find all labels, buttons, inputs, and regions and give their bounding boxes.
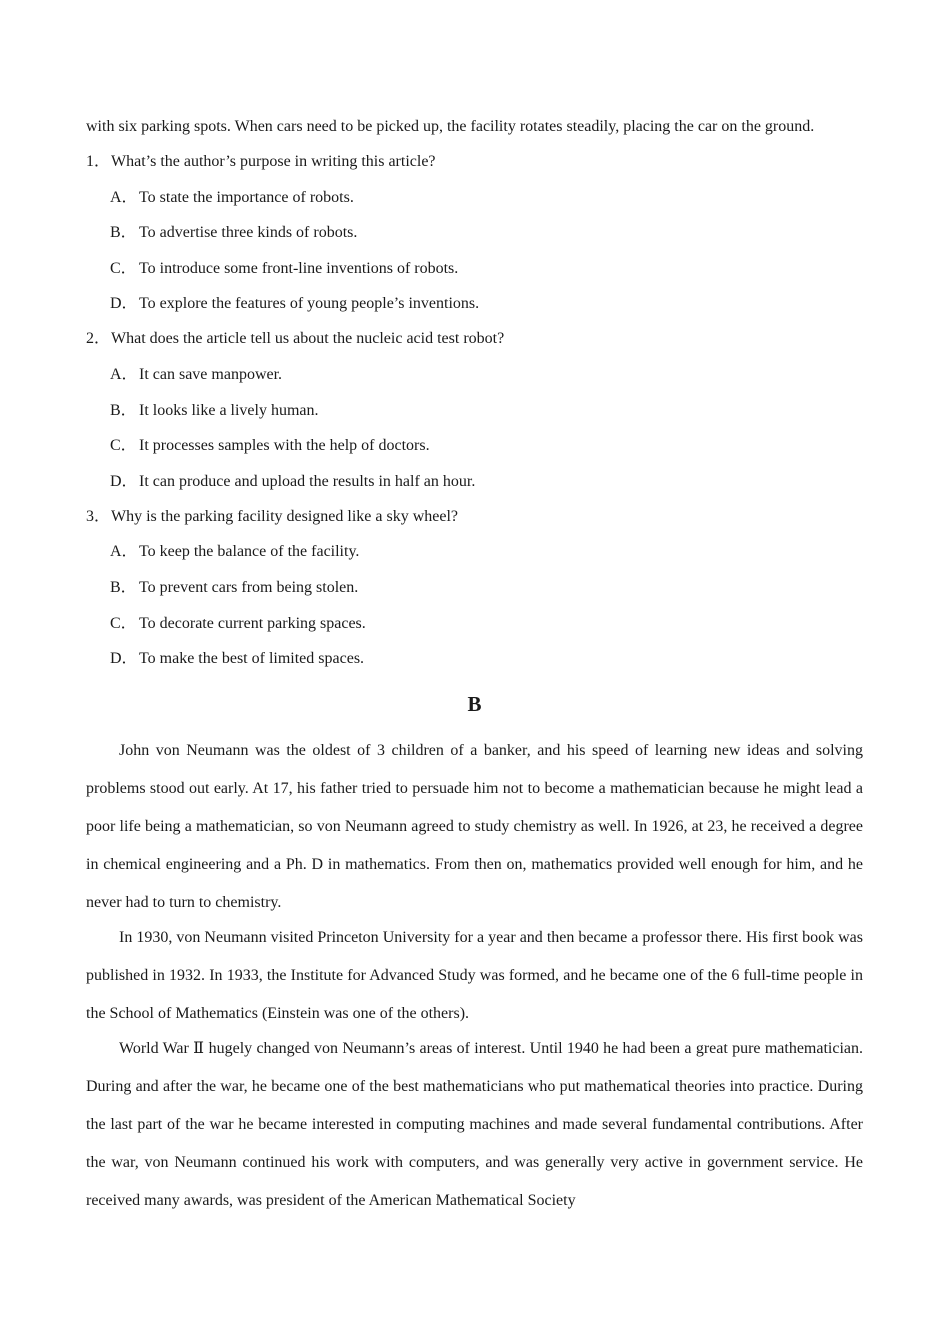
option-text: To decorate current parking spaces. <box>139 614 366 632</box>
option-c <box>86 611 863 637</box>
option-text: To state the importance of robots. <box>139 188 354 206</box>
option-a <box>86 185 863 211</box>
option-text: It can produce and upload the results in half an hour. <box>139 472 476 490</box>
option-letter: C． <box>110 614 137 632</box>
option-letter: A． <box>110 543 138 561</box>
option-b <box>86 575 863 601</box>
option-letter: C． <box>110 259 137 277</box>
passage-a-tail: with six parking spots. When cars need to be picked up, the facility rotates steadily, placing the car on the ground. <box>86 118 815 135</box>
option-d <box>86 291 863 317</box>
option-a <box>86 362 863 388</box>
option-text: To advertise three kinds of robots. <box>139 224 358 242</box>
option-text: It looks like a lively human. <box>139 401 319 419</box>
option-letter: D． <box>110 295 138 313</box>
option-text: It processes samples with the help of doctors. <box>139 437 430 455</box>
section-b-paragraph-1: John von Neumann was the oldest of 3 children of a banker, and his speed of learning new ideas and solving problems stood out early. At 17, his father tried to persuade him not to become a mathematician because he might lead a poor life being a mathematician, so von Neumann agreed to study chemistry as well. In 1926, at 23, he received a degree in chemical engineering and a Ph. D in mathematics. From then on, mathematics provided well enough for him, and he never had to turn to chemistry. <box>86 742 863 912</box>
document-page <box>86 114 863 1217</box>
question-text: Why is the parking facility designed like a sky wheel? <box>111 507 459 525</box>
option-text: To keep the balance of the facility. <box>139 543 360 561</box>
option-b <box>86 398 863 424</box>
option-b <box>86 220 863 246</box>
question-number: 3． <box>86 507 111 525</box>
section-b-paragraph-3: World War Ⅱ hugely changed von Neumann’s areas of interest. Until 1940 he had been a great pure mathematician. During and after the war, he became one of the best mathematicians who put mathematical theories into practice. During the last part of the war he became interested in computing machines and made several fundamental contributions. After the war, von Neumann continued his work with computers, and was generally very active in government service. He received many awards, was president of the American Mathematical Society <box>86 1040 863 1210</box>
question-stem <box>86 326 863 352</box>
option-letter: A． <box>110 365 138 383</box>
section-b-heading: B <box>467 692 482 717</box>
question-1 <box>86 149 863 317</box>
option-letter: A． <box>110 188 138 206</box>
option-d <box>86 469 863 495</box>
option-text: It can save manpower. <box>139 365 283 383</box>
option-letter: B． <box>110 578 137 596</box>
question-number: 1． <box>86 153 111 170</box>
option-letter: C． <box>110 437 137 455</box>
section-b-paragraph-2: In 1930, von Neumann visited Princeton University for a year and then became a professor there. His first book was published in 1932. In 1933, the Institute for Advanced Study was formed, and he became one of the 6 full-time people in the School of Mathematics (Einstein was one of the others). <box>86 929 863 1023</box>
option-c <box>86 433 863 459</box>
question-text: What does the article tell us about the nucleic acid test robot? <box>111 330 505 348</box>
question-stem <box>86 504 863 530</box>
question-number: 2． <box>86 330 111 348</box>
question-text: What’s the author’s purpose in writing this article? <box>111 153 436 170</box>
option-text: To explore the features of young people’s inventions. <box>139 295 480 313</box>
question-3 <box>86 504 863 672</box>
option-text: To introduce some front-line inventions of robots. <box>139 259 459 277</box>
option-text: To make the best of limited spaces. <box>139 650 365 668</box>
option-letter: D． <box>110 472 138 490</box>
option-c <box>86 256 863 282</box>
question-stem <box>86 149 863 175</box>
option-letter: D． <box>110 650 138 668</box>
option-letter: B． <box>110 401 137 419</box>
option-a <box>86 539 863 565</box>
option-d <box>86 646 863 672</box>
question-2 <box>86 326 863 494</box>
option-letter: B． <box>110 224 137 242</box>
option-text: To prevent cars from being stolen. <box>139 578 359 596</box>
